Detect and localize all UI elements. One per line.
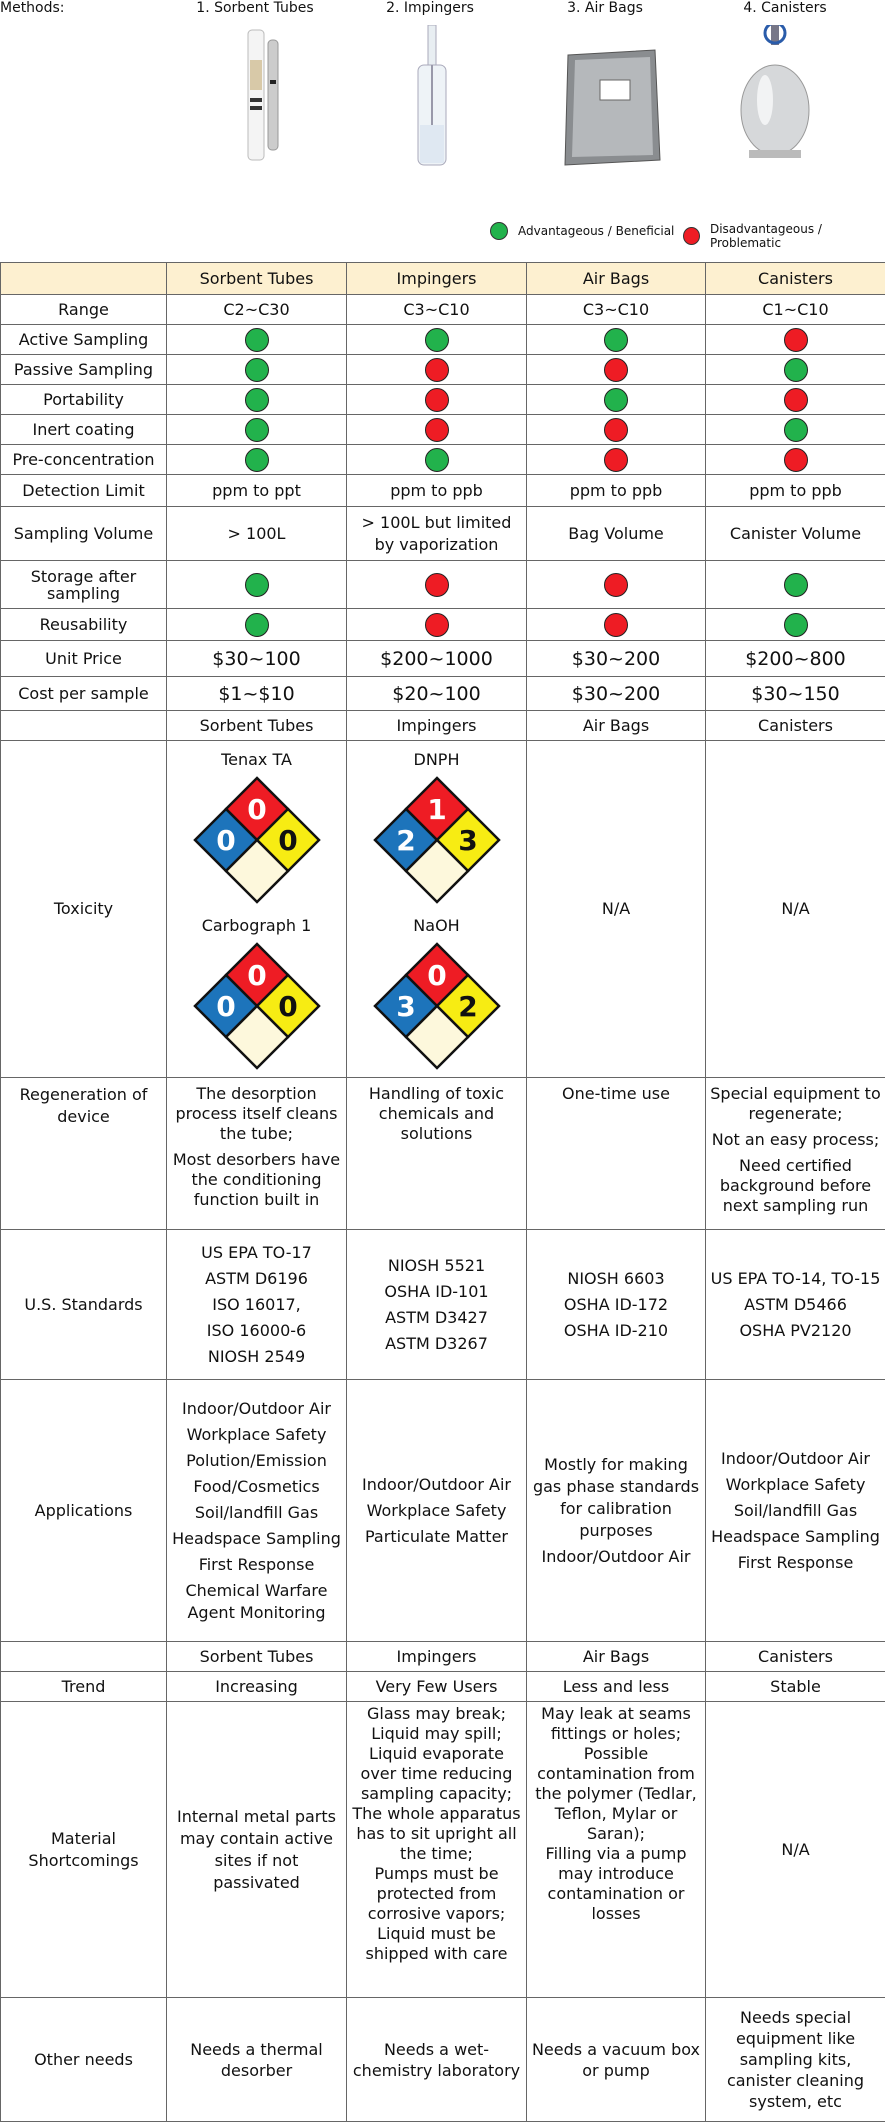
list-item: ISO 16017, xyxy=(171,1294,342,1316)
list-item: OSHA ID-172 xyxy=(531,1294,701,1316)
indicator-cell xyxy=(347,445,527,475)
list-item: The whole apparatus has to sit upright all the time; xyxy=(351,1804,522,1864)
cell: > 100L but limited by vaporization xyxy=(347,507,527,561)
paragraph: Need certified background before next sampling run xyxy=(710,1156,881,1216)
list-item: Indoor/Outdoor Air xyxy=(171,1398,342,1420)
indicator-cell xyxy=(167,609,347,641)
paragraph: Special equipment to regenerate; xyxy=(710,1084,881,1124)
paragraph: Most desorbers have the conditioning function built in xyxy=(171,1150,342,1210)
row-label: Trend xyxy=(1,1672,167,1702)
paragraph: Handling of toxic chemicals and solutions xyxy=(351,1084,522,1144)
row-active-sampling xyxy=(1,325,885,355)
indicator-cell xyxy=(167,385,347,415)
red-dot-icon xyxy=(784,448,808,472)
cell: Needs a thermal desorber xyxy=(167,1998,347,2122)
red-dot-icon xyxy=(784,388,808,412)
cell: $20~100 xyxy=(347,677,527,711)
cell: Canister Volume xyxy=(706,507,885,561)
list-item: Possible contamination from the polymer (Tedlar, Teflon, Mylar or Saran); xyxy=(531,1744,701,1844)
list xyxy=(171,1398,342,1624)
list-item: NIOSH 2549 xyxy=(171,1346,342,1368)
indicator-cell xyxy=(527,561,706,609)
col-air-bags: Air Bags xyxy=(527,263,706,295)
green-dot-icon xyxy=(245,328,269,352)
red-dot-icon xyxy=(683,227,700,245)
cell: $30~100 xyxy=(167,641,347,677)
list-item: ASTM D6196 xyxy=(171,1268,342,1290)
list-item: Soil/landfill Gas xyxy=(710,1500,881,1522)
row-label: Sampling Volume xyxy=(1,507,167,561)
list-item: Indoor/Outdoor Air xyxy=(351,1474,522,1496)
cell: > 100L xyxy=(167,507,347,561)
red-dot-icon xyxy=(425,388,449,412)
col-name: Air Bags xyxy=(527,711,706,741)
header-empty xyxy=(1,711,167,741)
list-item: Polution/Emission xyxy=(171,1450,342,1472)
material-cell: N/A xyxy=(706,1702,885,1998)
col-name: Impingers xyxy=(347,711,527,741)
list-cell xyxy=(527,1380,706,1642)
row-label: Active Sampling xyxy=(1,325,167,355)
list-item: Workplace Safety xyxy=(351,1500,522,1522)
cell: C1~C10 xyxy=(706,295,885,325)
paragraph: Not an easy process; xyxy=(710,1130,881,1150)
indicator-cell xyxy=(706,445,885,475)
list xyxy=(351,1255,522,1355)
impinger-image xyxy=(410,25,460,170)
comparison-table xyxy=(0,262,885,2122)
col-name: Sorbent Tubes xyxy=(167,1642,347,1672)
list-item: OSHA ID-101 xyxy=(351,1281,522,1303)
row-sampling-volume xyxy=(1,507,885,561)
red-dot-icon xyxy=(604,358,628,382)
list-item: OSHA PV2120 xyxy=(710,1320,881,1342)
col-sorbent: Sorbent Tubes xyxy=(167,263,347,295)
method-title-sorbent: 1. Sorbent Tubes xyxy=(170,0,340,16)
regeneration-cell xyxy=(347,1078,527,1230)
row-label: Other needs xyxy=(1,1998,167,2122)
reactivity-rating: 0 xyxy=(278,990,297,1023)
red-dot-icon xyxy=(425,418,449,442)
row-portability xyxy=(1,385,885,415)
green-dot-icon xyxy=(245,573,269,597)
material-cell xyxy=(527,1702,706,1998)
list-cell xyxy=(167,1230,347,1380)
list-item: NIOSH 5521 xyxy=(351,1255,522,1277)
row-storage xyxy=(1,561,885,609)
row-reusability xyxy=(1,609,885,641)
red-dot-icon xyxy=(604,573,628,597)
red-dot-icon xyxy=(604,613,628,637)
list-item: NIOSH 6603 xyxy=(531,1268,701,1290)
cell: Stable xyxy=(706,1672,885,1702)
row-passive-sampling xyxy=(1,355,885,385)
indicator-cell xyxy=(347,415,527,445)
cell: Needs a vacuum box or pump xyxy=(527,1998,706,2122)
regeneration-cell xyxy=(167,1078,347,1230)
row-material xyxy=(1,1702,885,1998)
repeat-header-row-2 xyxy=(1,1642,885,1672)
toxicity-cell: N/A xyxy=(527,741,706,1078)
row-trend xyxy=(1,1672,885,1702)
flammability-rating: 0 xyxy=(247,959,266,992)
list-item: Liquid may spill; xyxy=(351,1724,522,1744)
nfpa-diamond-icon xyxy=(192,941,322,1071)
green-dot-icon xyxy=(784,613,808,637)
header-row xyxy=(1,263,885,295)
red-dot-icon xyxy=(425,573,449,597)
cell: C2~C30 xyxy=(167,295,347,325)
green-dot-icon xyxy=(784,418,808,442)
cell: $1~$10 xyxy=(167,677,347,711)
toxicity-cell xyxy=(347,741,527,1078)
cell: Bag Volume xyxy=(527,507,706,561)
header-empty xyxy=(1,263,167,295)
indicator-cell xyxy=(706,561,885,609)
row-label: Range xyxy=(1,295,167,325)
nfpa-diamond-icon xyxy=(192,775,322,905)
chemical-name: Carbograph 1 xyxy=(171,915,342,937)
row-label: U.S. Standards xyxy=(1,1230,167,1380)
health-rating: 0 xyxy=(216,990,235,1023)
green-dot-icon xyxy=(245,613,269,637)
col-name: Air Bags xyxy=(527,1642,706,1672)
list-item: First Response xyxy=(710,1552,881,1574)
chemical-name: NaOH xyxy=(351,915,522,937)
row-label: Pre-concentration xyxy=(1,445,167,475)
cell: $30~200 xyxy=(527,641,706,677)
cell: Needs a wet-chemistry laboratory xyxy=(347,1998,527,2122)
row-label: Regeneration of device xyxy=(1,1078,167,1230)
list-cell xyxy=(347,1230,527,1380)
indicator-cell xyxy=(347,385,527,415)
green-dot-icon xyxy=(425,328,449,352)
indicator-cell xyxy=(167,415,347,445)
row-label: Storage after sampling xyxy=(1,561,167,609)
row-standards xyxy=(1,1230,885,1380)
row-pre-concentration xyxy=(1,445,885,475)
row-applications xyxy=(1,1380,885,1642)
list-item: Chemical Warfare Agent Monitoring xyxy=(171,1580,342,1624)
green-dot-icon xyxy=(604,328,628,352)
list-cell xyxy=(706,1380,885,1642)
green-dot-icon xyxy=(604,388,628,412)
list-item: May leak at seams fittings or holes; xyxy=(531,1704,701,1744)
red-dot-icon xyxy=(784,328,808,352)
row-label: Applications xyxy=(1,1380,167,1642)
methods-label: Methods: xyxy=(0,0,65,16)
nfpa-block xyxy=(171,915,342,1077)
row-label: Portability xyxy=(1,385,167,415)
list-cell xyxy=(167,1380,347,1642)
indicator-cell xyxy=(347,355,527,385)
indicator-cell xyxy=(706,355,885,385)
list-item: Filling via a pump may introduce contamination or losses xyxy=(531,1844,701,1924)
nfpa-diamond-icon xyxy=(372,775,502,905)
green-dot-icon xyxy=(784,358,808,382)
indicator-cell xyxy=(347,561,527,609)
red-dot-icon xyxy=(604,418,628,442)
row-label: Toxicity xyxy=(1,741,167,1078)
health-rating: 2 xyxy=(396,824,415,857)
cell: ppm to ppb xyxy=(347,475,527,507)
indicator-cell xyxy=(706,385,885,415)
repeat-header-row xyxy=(1,711,885,741)
list xyxy=(531,1268,701,1342)
indicator-cell xyxy=(527,385,706,415)
col-name: Sorbent Tubes xyxy=(167,711,347,741)
list-item: ASTM D5466 xyxy=(710,1294,881,1316)
row-other-needs xyxy=(1,1998,885,2122)
row-label: Material Shortcomings xyxy=(1,1702,167,1998)
chemical-name: DNPH xyxy=(351,749,522,771)
flammability-rating: 0 xyxy=(247,793,266,826)
list-item: Headspace Sampling xyxy=(710,1526,881,1548)
legend-bad-label: Disadvantageous / Problematic xyxy=(710,222,885,250)
cell: Increasing xyxy=(167,1672,347,1702)
col-name: Canisters xyxy=(706,1642,885,1672)
cell: ppm to ppt xyxy=(167,475,347,507)
method-title-air-bags: 3. Air Bags xyxy=(520,0,690,16)
nfpa-diamond-icon xyxy=(372,941,502,1071)
cell: C3~C10 xyxy=(527,295,706,325)
health-rating: 3 xyxy=(396,990,415,1023)
method-title-canisters: 4. Canisters xyxy=(700,0,870,16)
nfpa-block xyxy=(351,915,522,1077)
red-dot-icon xyxy=(604,448,628,472)
indicator-cell xyxy=(527,415,706,445)
list-item: Mostly for making gas phase standards for calibration purposes xyxy=(531,1454,701,1542)
list-item: Liquid evaporate over time reducing sampling capacity; xyxy=(351,1744,522,1804)
legend-good-label: Advantageous / Beneficial xyxy=(518,224,674,238)
list-cell xyxy=(706,1230,885,1380)
list xyxy=(710,1448,881,1574)
list-cell xyxy=(347,1380,527,1642)
col-name: Canisters xyxy=(706,711,885,741)
green-dot-icon xyxy=(425,448,449,472)
green-dot-icon xyxy=(490,222,508,240)
header-empty xyxy=(1,1642,167,1672)
row-label: Unit Price xyxy=(1,641,167,677)
list-item: Particulate Matter xyxy=(351,1526,522,1548)
cell: ppm to ppb xyxy=(527,475,706,507)
row-range xyxy=(1,295,885,325)
cell: $200~1000 xyxy=(347,641,527,677)
col-canisters: Canisters xyxy=(706,263,885,295)
list-item: Indoor/Outdoor Air xyxy=(710,1448,881,1470)
health-rating: 0 xyxy=(216,824,235,857)
green-dot-icon xyxy=(784,573,808,597)
green-dot-icon xyxy=(245,448,269,472)
nfpa-block xyxy=(351,749,522,911)
list-item: Pumps must be protected from corrosive vapors; xyxy=(351,1864,522,1924)
indicator-cell xyxy=(706,415,885,445)
indicator-cell xyxy=(527,445,706,475)
indicator-cell xyxy=(527,355,706,385)
indicator-cell xyxy=(527,609,706,641)
row-detection-limit xyxy=(1,475,885,507)
list-item: US EPA TO-14, TO-15 xyxy=(710,1268,881,1290)
toxicity-cell: N/A xyxy=(706,741,885,1078)
list xyxy=(351,1474,522,1548)
legend-good xyxy=(490,222,674,240)
red-dot-icon xyxy=(425,613,449,637)
indicator-cell xyxy=(347,609,527,641)
air-bag-image xyxy=(560,45,665,170)
sorbent-tube-image xyxy=(230,20,290,170)
paragraph: One-time use xyxy=(531,1084,701,1104)
toxicity-cell xyxy=(167,741,347,1078)
legend-bad xyxy=(683,222,885,250)
flammability-rating: 1 xyxy=(427,793,446,826)
cell: $30~150 xyxy=(706,677,885,711)
list-item: ISO 16000-6 xyxy=(171,1320,342,1342)
row-label: Passive Sampling xyxy=(1,355,167,385)
list xyxy=(710,1268,881,1342)
green-dot-icon xyxy=(245,358,269,382)
row-regeneration xyxy=(1,1078,885,1230)
method-title-impingers: 2. Impingers xyxy=(345,0,515,16)
list-item: Indoor/Outdoor Air xyxy=(531,1546,701,1568)
list-item: Soil/landfill Gas xyxy=(171,1502,342,1524)
list-cell xyxy=(527,1230,706,1380)
list-item: Workplace Safety xyxy=(171,1424,342,1446)
indicator-cell xyxy=(167,325,347,355)
row-label: Cost per sample xyxy=(1,677,167,711)
col-impingers: Impingers xyxy=(347,263,527,295)
material-cell: Internal metal parts may contain active sites if not passivated xyxy=(167,1702,347,1998)
nfpa-block xyxy=(171,749,342,911)
red-dot-icon xyxy=(425,358,449,382)
indicator-cell xyxy=(347,325,527,355)
indicator-cell xyxy=(706,325,885,355)
list-item: ASTM D3427 xyxy=(351,1307,522,1329)
list-item: Liquid must be shipped with care xyxy=(351,1924,522,1964)
cell: $30~200 xyxy=(527,677,706,711)
material-cell xyxy=(347,1702,527,1998)
col-name: Impingers xyxy=(347,1642,527,1672)
indicator-cell xyxy=(167,561,347,609)
paragraph: The desorption process itself cleans the tube; xyxy=(171,1084,342,1144)
regeneration-cell xyxy=(527,1078,706,1230)
list-item: First Response xyxy=(171,1554,342,1576)
list-item: US EPA TO-17 xyxy=(171,1242,342,1264)
chemical-name: Tenax TA xyxy=(171,749,342,771)
cell: Needs special equipment like sampling kits, canister cleaning system, etc xyxy=(706,1998,885,2122)
list-item: Glass may break; xyxy=(351,1704,522,1724)
green-dot-icon xyxy=(245,418,269,442)
green-dot-icon xyxy=(245,388,269,412)
list xyxy=(531,1454,701,1568)
row-toxicity xyxy=(1,741,885,1078)
indicator-cell xyxy=(706,609,885,641)
row-label: Reusability xyxy=(1,609,167,641)
cell: $200~800 xyxy=(706,641,885,677)
regeneration-cell xyxy=(706,1078,885,1230)
row-inert-coating xyxy=(1,415,885,445)
list-item: Workplace Safety xyxy=(710,1474,881,1496)
reactivity-rating: 0 xyxy=(278,824,297,857)
cell: Less and less xyxy=(527,1672,706,1702)
cell: ppm to ppb xyxy=(706,475,885,507)
flammability-rating: 0 xyxy=(427,959,446,992)
indicator-cell xyxy=(167,445,347,475)
cell: Very Few Users xyxy=(347,1672,527,1702)
list-item: Food/Cosmetics xyxy=(171,1476,342,1498)
row-label: Inert coating xyxy=(1,415,167,445)
list-item: ASTM D3267 xyxy=(351,1333,522,1355)
row-unit-price xyxy=(1,641,885,677)
reactivity-rating: 2 xyxy=(458,990,477,1023)
canister-image xyxy=(735,25,815,165)
row-cost-per-sample xyxy=(1,677,885,711)
indicator-cell xyxy=(167,355,347,385)
row-label: Detection Limit xyxy=(1,475,167,507)
indicator-cell xyxy=(527,325,706,355)
list-item: OSHA ID-210 xyxy=(531,1320,701,1342)
list xyxy=(171,1242,342,1368)
cell: C3~C10 xyxy=(347,295,527,325)
reactivity-rating: 3 xyxy=(458,824,477,857)
list-item: Headspace Sampling xyxy=(171,1528,342,1550)
